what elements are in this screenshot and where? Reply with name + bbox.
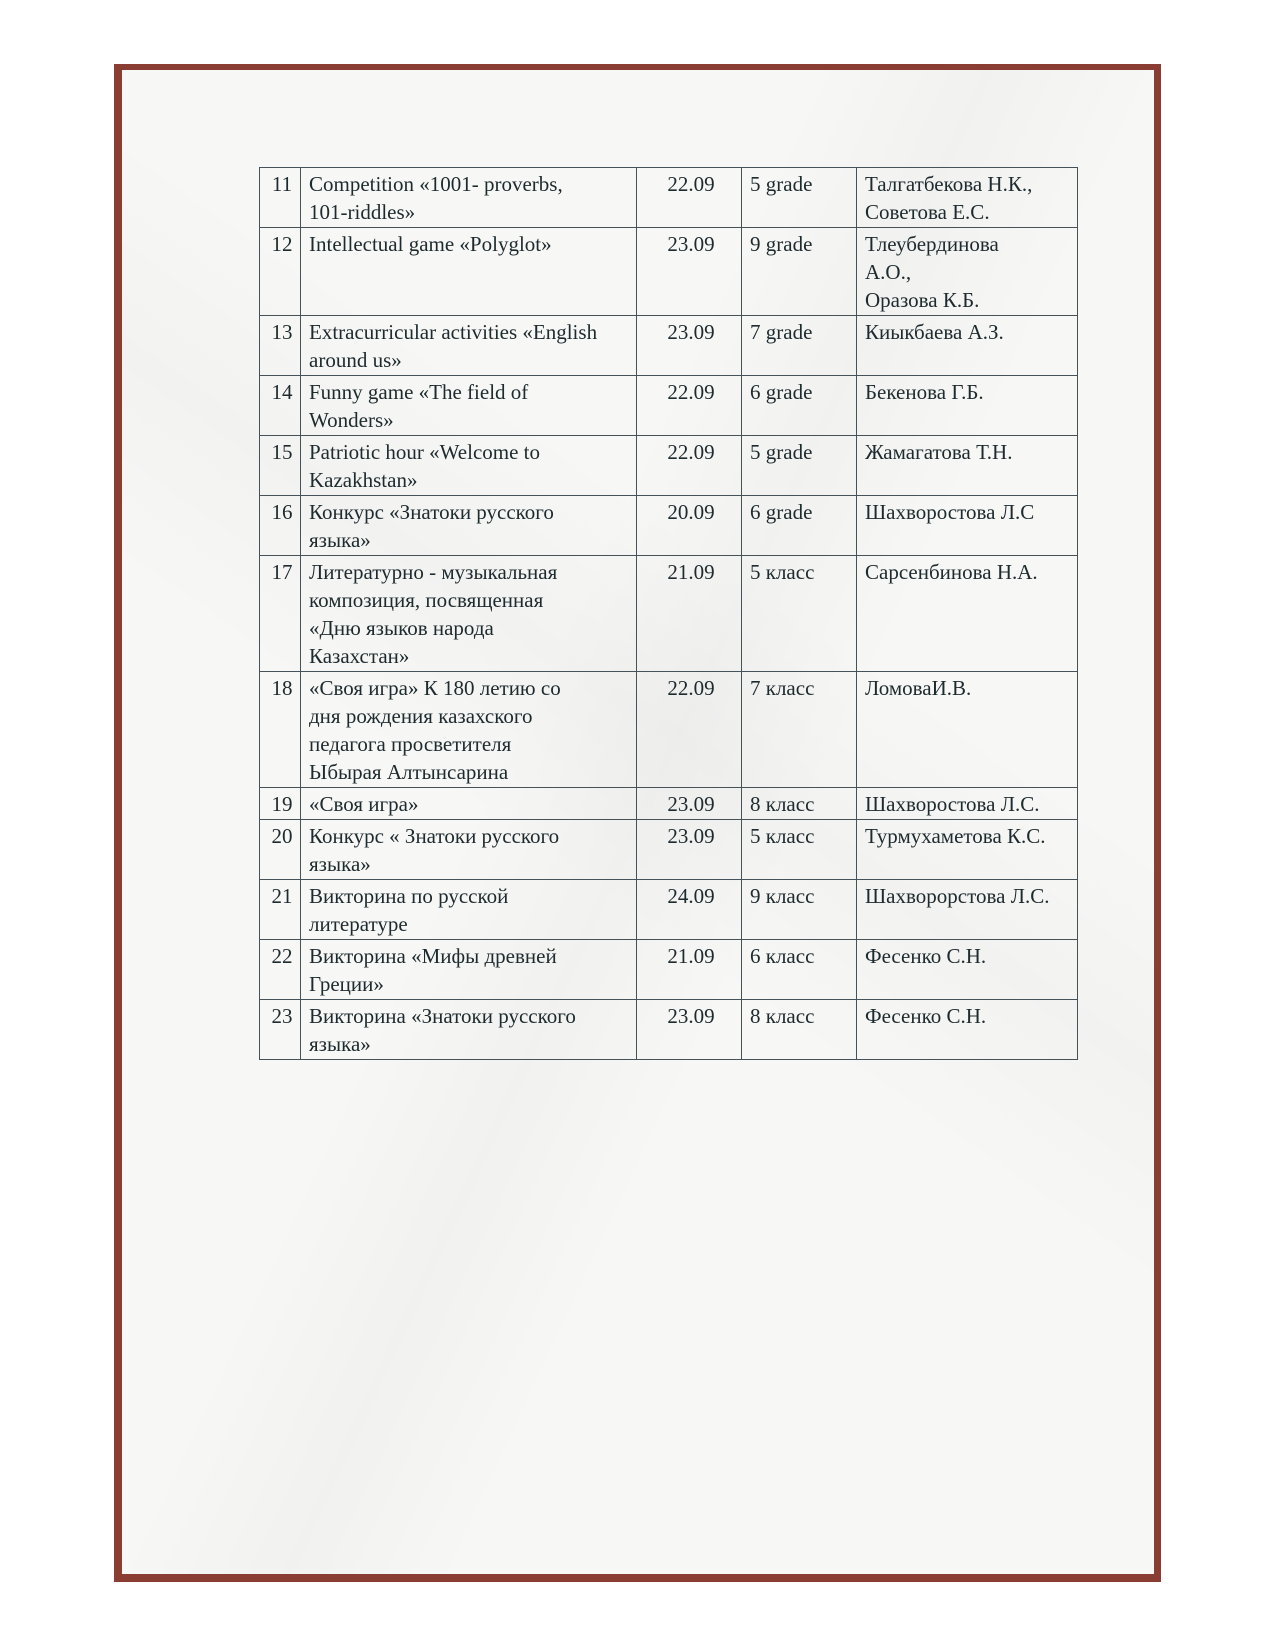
event-title: Викторина по русской литературе bbox=[301, 880, 637, 940]
table-row bbox=[260, 880, 1078, 940]
event-title: «Своя игра» К 180 летию со дня рождения казахского педагога просветителя Ыбырая Алтынсарина bbox=[301, 672, 637, 788]
responsible-teacher: Фесенко С.Н. bbox=[857, 1000, 1078, 1060]
event-date: 20.09 bbox=[637, 496, 742, 556]
responsible-teacher: Тлеубердинова А.О., Оразова К.Б. bbox=[857, 228, 1078, 316]
event-grade: 5 grade bbox=[742, 436, 857, 496]
event-date: 23.09 bbox=[637, 788, 742, 820]
event-title: «Своя игра» bbox=[301, 788, 637, 820]
table-row bbox=[260, 940, 1078, 1000]
table-row bbox=[260, 1000, 1078, 1060]
event-grade: 8 класс bbox=[742, 788, 857, 820]
event-grade: 6 grade bbox=[742, 376, 857, 436]
responsible-teacher: ЛомоваИ.В. bbox=[857, 672, 1078, 788]
event-date: 24.09 bbox=[637, 880, 742, 940]
responsible-teacher: Жамагатова Т.Н. bbox=[857, 436, 1078, 496]
row-number: 15 bbox=[260, 436, 301, 496]
responsible-teacher: Сарсенбинова Н.А. bbox=[857, 556, 1078, 672]
table-row bbox=[260, 316, 1078, 376]
event-title: Викторина «Мифы древней Греции» bbox=[301, 940, 637, 1000]
table-row bbox=[260, 436, 1078, 496]
table-row bbox=[260, 376, 1078, 436]
row-number: 22 bbox=[260, 940, 301, 1000]
event-grade: 9 grade bbox=[742, 228, 857, 316]
event-title: Викторина «Знатоки русского языка» bbox=[301, 1000, 637, 1060]
table-body bbox=[260, 168, 1078, 1060]
event-grade: 6 класс bbox=[742, 940, 857, 1000]
event-date: 23.09 bbox=[637, 316, 742, 376]
table-row bbox=[260, 556, 1078, 672]
row-number: 21 bbox=[260, 880, 301, 940]
row-number: 17 bbox=[260, 556, 301, 672]
event-title: Конкурс « Знатоки русского языка» bbox=[301, 820, 637, 880]
row-number: 12 bbox=[260, 228, 301, 316]
event-grade: 7 класс bbox=[742, 672, 857, 788]
table-row bbox=[260, 228, 1078, 316]
row-number: 23 bbox=[260, 1000, 301, 1060]
event-grade: 9 класс bbox=[742, 880, 857, 940]
row-number: 20 bbox=[260, 820, 301, 880]
event-date: 21.09 bbox=[637, 940, 742, 1000]
event-grade: 5 класс bbox=[742, 556, 857, 672]
event-grade: 5 класс bbox=[742, 820, 857, 880]
table-row bbox=[260, 168, 1078, 228]
table-row bbox=[260, 496, 1078, 556]
responsible-teacher: Бекенова Г.Б. bbox=[857, 376, 1078, 436]
responsible-teacher: Фесенко С.Н. bbox=[857, 940, 1078, 1000]
row-number: 13 bbox=[260, 316, 301, 376]
responsible-teacher: Шахворостова Л.С. bbox=[857, 788, 1078, 820]
event-title: Extracurricular activities «English around us» bbox=[301, 316, 637, 376]
row-number: 18 bbox=[260, 672, 301, 788]
event-date: 23.09 bbox=[637, 820, 742, 880]
event-date: 22.09 bbox=[637, 376, 742, 436]
row-number: 16 bbox=[260, 496, 301, 556]
event-title: Patriotic hour «Welcome to Kazakhstan» bbox=[301, 436, 637, 496]
event-title: Литературно - музыкальная композиция, посвященная «Дню языков народа Казахстан» bbox=[301, 556, 637, 672]
event-schedule-table bbox=[259, 167, 1078, 1060]
row-number: 19 bbox=[260, 788, 301, 820]
event-grade: 7 grade bbox=[742, 316, 857, 376]
table-row bbox=[260, 820, 1078, 880]
event-grade: 6 grade bbox=[742, 496, 857, 556]
event-date: 22.09 bbox=[637, 672, 742, 788]
responsible-teacher: Шахворостова Л.С bbox=[857, 496, 1078, 556]
event-title: Intellectual game «Polyglot» bbox=[301, 228, 637, 316]
event-date: 23.09 bbox=[637, 228, 742, 316]
event-title: Competition «1001- proverbs, 101-riddles» bbox=[301, 168, 637, 228]
responsible-teacher: Талгатбекова Н.К., Советова Е.С. bbox=[857, 168, 1078, 228]
event-date: 21.09 bbox=[637, 556, 742, 672]
event-grade: 5 grade bbox=[742, 168, 857, 228]
table-row bbox=[260, 788, 1078, 820]
table-row bbox=[260, 672, 1078, 788]
event-date: 22.09 bbox=[637, 168, 742, 228]
event-date: 22.09 bbox=[637, 436, 742, 496]
event-title: Конкурс «Знатоки русского языка» bbox=[301, 496, 637, 556]
responsible-teacher: Киыкбаева А.З. bbox=[857, 316, 1078, 376]
event-title: Funny game «The field of Wonders» bbox=[301, 376, 637, 436]
row-number: 11 bbox=[260, 168, 301, 228]
row-number: 14 bbox=[260, 376, 301, 436]
responsible-teacher: Шахворорстова Л.С. bbox=[857, 880, 1078, 940]
event-date: 23.09 bbox=[637, 1000, 742, 1060]
responsible-teacher: Турмухаметова К.С. bbox=[857, 820, 1078, 880]
event-grade: 8 класс bbox=[742, 1000, 857, 1060]
